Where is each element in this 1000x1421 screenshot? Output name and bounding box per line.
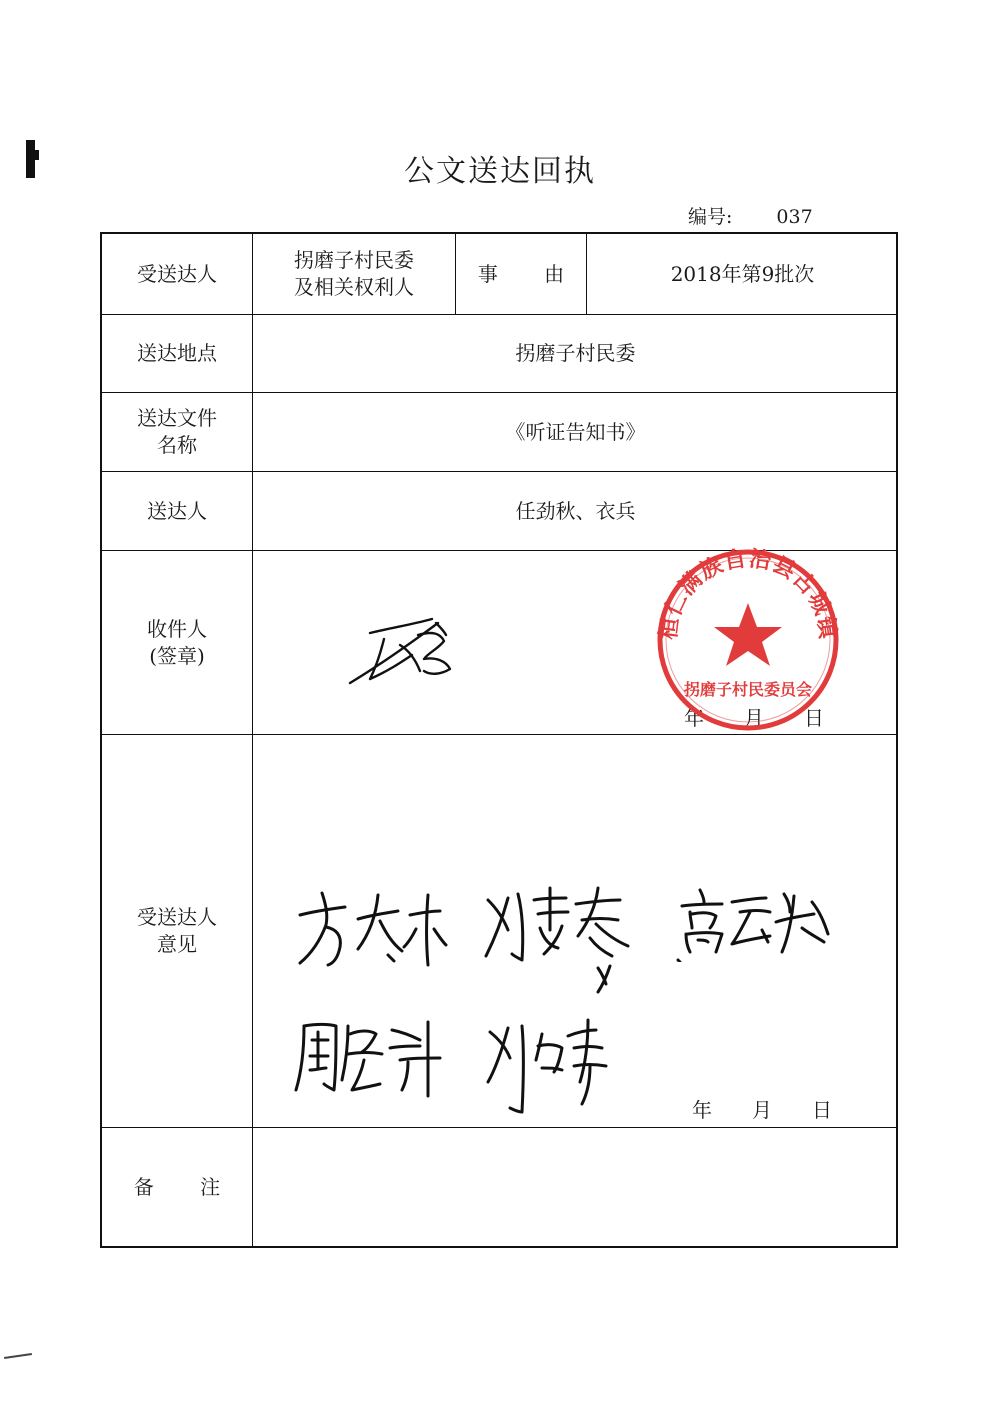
deliverer-label: 送达人 [147,498,207,523]
recipient-label: 受送达人 [137,261,217,286]
place-value: 拐磨子村民委 [515,341,636,365]
date-month: 月 [752,1098,772,1122]
scan-artifact-line [4,1353,32,1359]
opinion-signature [290,1010,450,1100]
opinion-signature [480,962,630,1132]
opinion-signature [290,885,450,975]
place-label: 送达地点 [137,341,217,365]
serial-number [688,202,813,229]
deliverer-value: 任劲秋、衣兵 [515,498,636,523]
opinion-signature [672,882,832,962]
document-name-value: 《听证告知书》 [505,419,646,444]
opinion-signature [478,880,638,970]
date-year: 年 [684,706,704,730]
receiver-signature [340,605,465,690]
matter-label: 事 由 [477,261,585,286]
remarks-value [253,1128,898,1246]
serial-label: 编号: [688,206,733,228]
receiver-label: 收件人 (签章) [147,616,207,668]
recipient-value: 拐磨子村民委 及相关权利人 [294,248,414,299]
document-name-label: 送达文件 名称 [137,406,217,457]
seal-inner-text: 拐磨子村民委员会 [683,680,813,699]
date-day: 日 [812,1098,832,1122]
date-year: 年 [692,1098,712,1122]
date-month: 月 [744,706,764,730]
document-title: 公文送达回执 [404,154,596,189]
opinion-label: 受送达人 意见 [137,905,217,956]
opinion-date [692,1094,832,1123]
receiver-date [684,702,824,731]
serial-value: 037 [776,206,813,228]
matter-value: 2018年第9批次 [670,261,815,286]
date-day: 日 [804,706,824,730]
remarks-label: 备 注 [133,1174,241,1199]
seal-outer-text: 桓仁满族自治县古城镇 [656,546,840,642]
